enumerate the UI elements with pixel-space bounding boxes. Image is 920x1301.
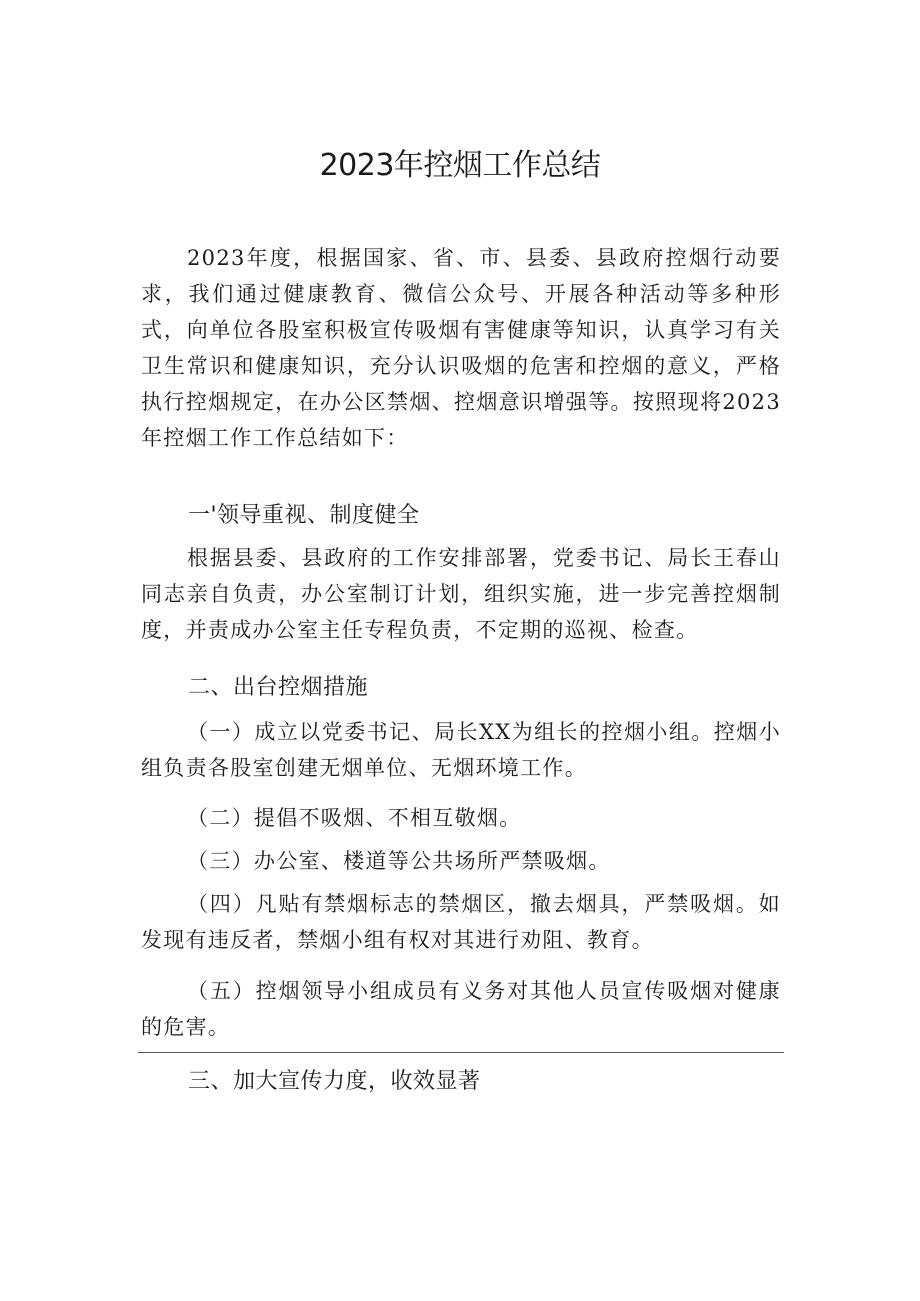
section-1-body: 根据县委、县政府的工作安排部署，党委书记、局长王春山同志亲自负责，办公室制订计划，组织实施，进一步完善控烟制度，并责成办公室主任专程负责，不定期的巡视、检查。 bbox=[141, 546, 781, 642]
measure-item-5: （五）控烟领导小组成员有义务对其他人员宣传吸烟对健康的危害。 bbox=[141, 979, 781, 1039]
section-3-heading: 三、加大宣传力度，收效显著 bbox=[188, 1069, 481, 1094]
section-1-heading: 一'领导重视、制度健全 bbox=[188, 503, 420, 528]
document-title: 2023年控烟工作总结 bbox=[319, 148, 601, 183]
page-divider bbox=[138, 1052, 784, 1053]
measure-item-1: （一）成立以党委书记、局长XX为组长的控烟小组。控烟小组负责各股室创建无烟单位、无烟环境工作。 bbox=[141, 720, 781, 780]
intro-paragraph: 2023年度，根据国家、省、市、县委、县政府控烟行动要求，我们通过健康教育、微信公众号、开展各种活动等多种形式，向单位各股室积极宣传吸烟有害健康等知识，认真学习有关卫生常识和健康知识，充分认识吸烟的危害和控烟的意义，严格执行控烟规定，在办公区禁烟、控烟意识增强等。按照现将2023年控烟工作工作总结如下： bbox=[141, 246, 781, 450]
measure-item-4: （四）凡贴有禁烟标志的禁烟区，撤去烟具，严禁吸烟。如发现有违反者，禁烟小组有权对其进行劝阻、教育。 bbox=[141, 892, 781, 952]
section-2-heading: 二、出台控烟措施 bbox=[188, 675, 369, 700]
measure-item-2: （二）提倡不吸烟、不相互敬烟。 bbox=[187, 806, 522, 830]
measure-item-3: （三）办公室、楼道等公共场所严禁吸烟。 bbox=[187, 849, 611, 873]
